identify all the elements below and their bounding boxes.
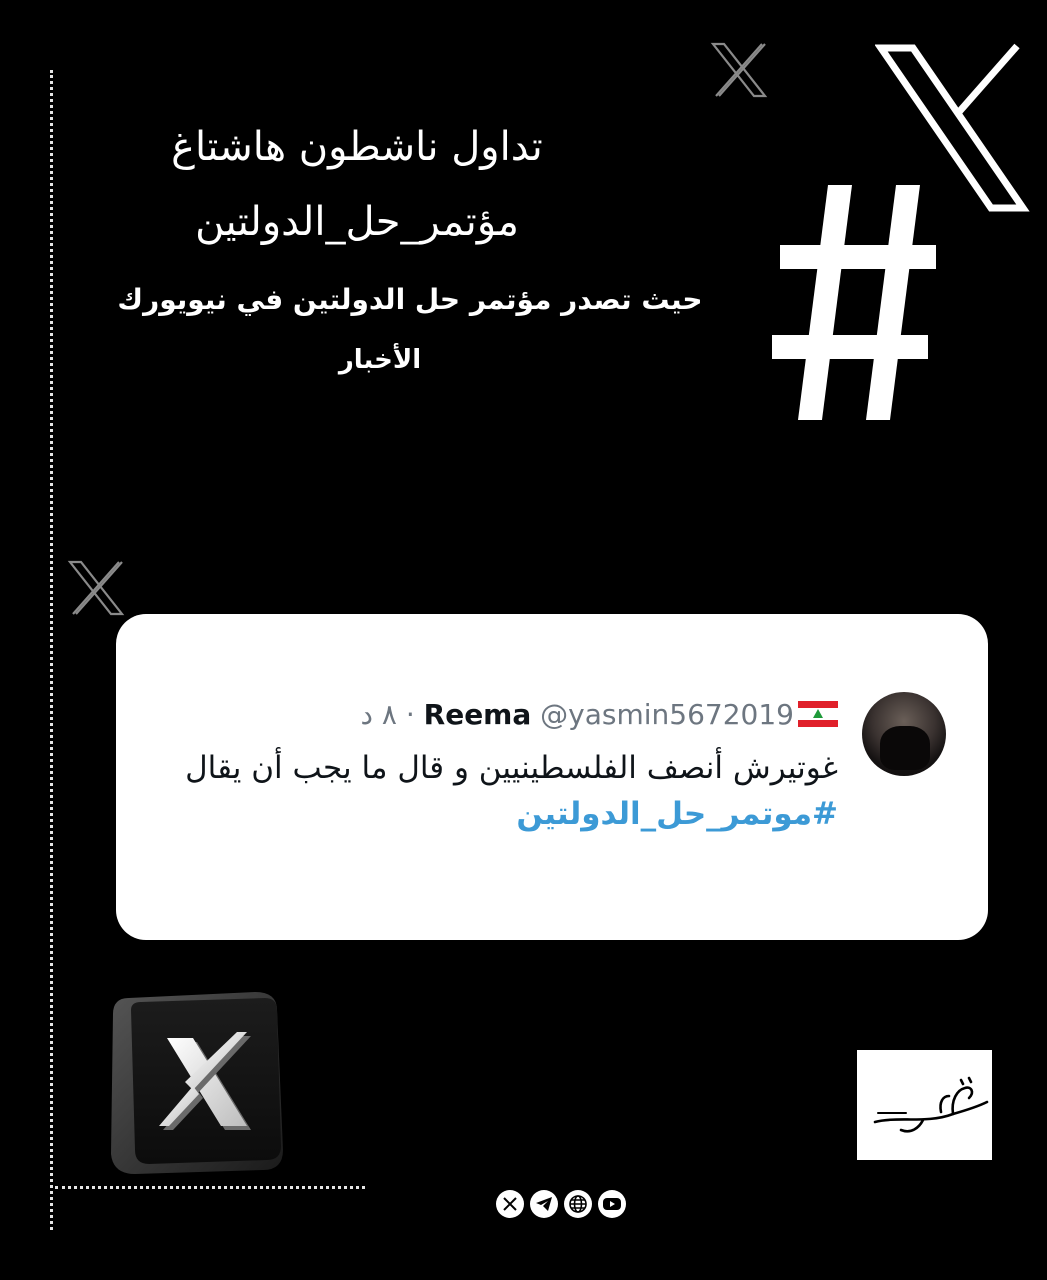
telegram-icon[interactable] (530, 1190, 558, 1218)
news-source: الأخبار (338, 345, 422, 375)
headline (57, 118, 657, 252)
headline-hashtag: مؤتمر_حل_الدولتين (195, 199, 519, 245)
dotted-border-vertical (50, 70, 53, 1230)
tweet-header (361, 698, 839, 732)
tweet-separator: · (405, 698, 415, 731)
social-links (496, 1190, 626, 1220)
tweet-text: غوتيرش أنصف الفلسطينيين و قال ما يجب أن يقال (185, 750, 838, 786)
headline-subline: حيث تصدر مؤتمر حل الدولتين في نيويورك (117, 283, 703, 316)
tweet-card[interactable] (116, 614, 988, 940)
avatar[interactable] (862, 692, 946, 776)
x-logo-icon (710, 42, 768, 98)
x-app-icon (105, 990, 287, 1176)
tweet-time[interactable]: ٨ د (360, 698, 397, 731)
tweet-display-name[interactable]: Reema (423, 698, 532, 731)
dotted-border-horizontal (55, 1186, 365, 1189)
lebanon-flag-icon (798, 701, 838, 727)
tweet-hashtag-link[interactable]: #موتمر_حل_الدولتين (516, 796, 838, 832)
tweet-handle[interactable]: @yasmin5672019 (540, 698, 794, 731)
youtube-icon[interactable] (598, 1190, 626, 1218)
channel-logo (857, 1050, 992, 1160)
hash-icon (770, 185, 940, 420)
globe-icon[interactable] (564, 1190, 592, 1218)
x-logo-icon (67, 560, 125, 616)
calligraphy-logo-icon (857, 1050, 992, 1160)
headline-line-1: تداول ناشطون هاشتاغ (171, 124, 543, 170)
x-icon[interactable] (496, 1190, 524, 1218)
